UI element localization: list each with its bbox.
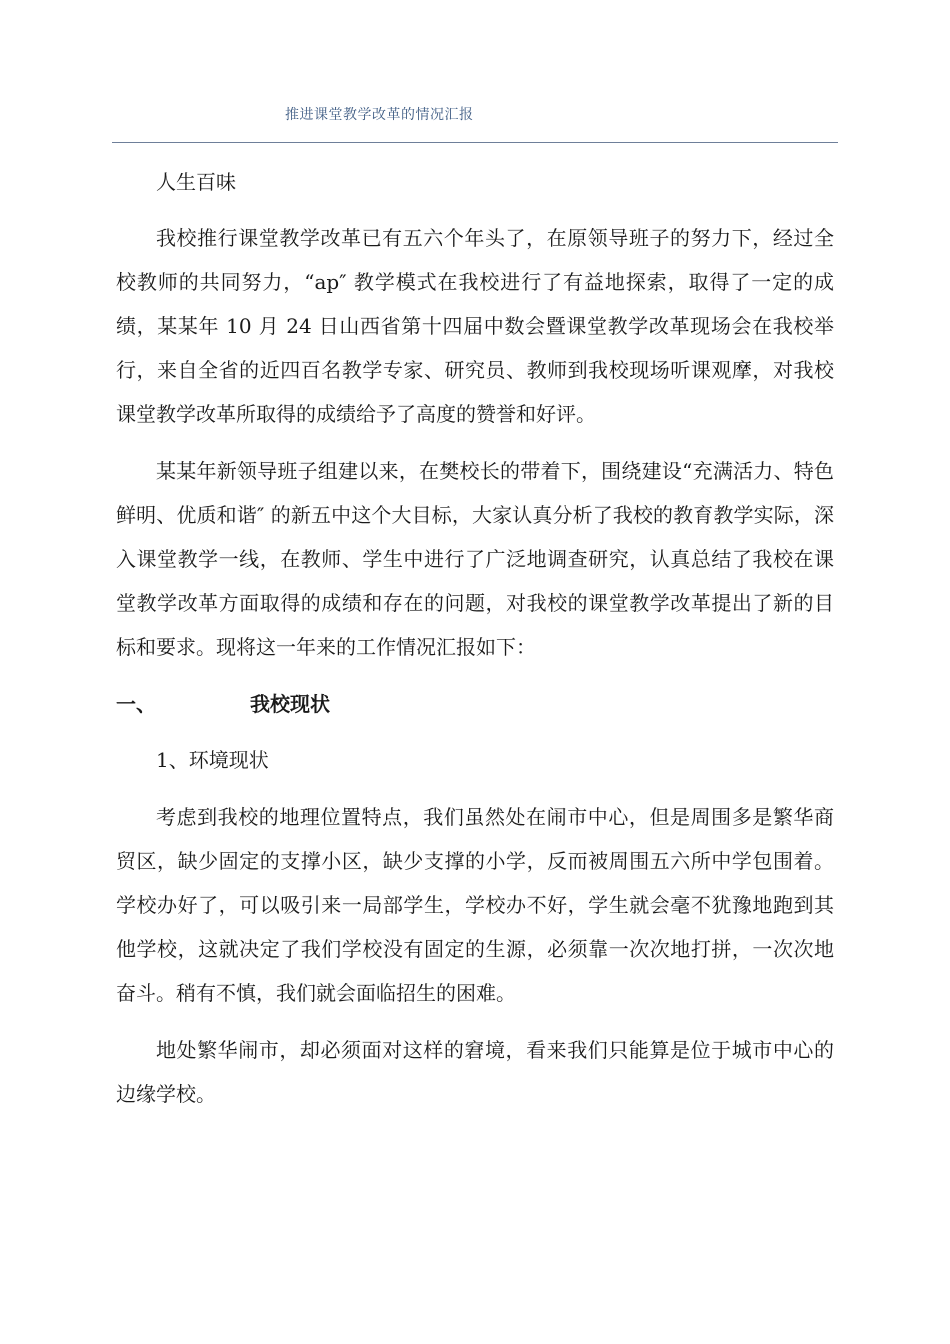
intro-paragraph-2: 某某年新领导班子组建以来，在樊校长的带着下，围绕建设“充满活力、特色鲜明、优质和谐″ 的新五中这个大目标，大家认真分析了我校的教育教学实际，深入课堂教学一线，在教师、学生中进行了广泛地调查研究，认真总结了我校在课堂教学改革方面取得的成绩和存在的问题，对我校的课堂教学改革提出了新的目标和要求。现将这一年来的工作情况汇报如下： [116, 459, 834, 659]
page-header-title: 推进课堂教学改革的情况汇报 [285, 107, 474, 123]
header-divider [112, 142, 838, 143]
document-subtitle: 人生百味 [156, 170, 236, 194]
section-paragraph-1: 考虑到我校的地理位置特点，我们虽然处在闹市中心，但是周围多是繁华商贸区，缺少固定的支撑小区，缺少支撑的小学，反而被周围五六所中学包围着。学校办好了，可以吸引来一局部学生，学校办不好，学生就会毫不犹豫地跑到其他学校，这就决定了我们学校没有固定的生源，必须靠一次次地打拼，一次次地奋斗。稍有不慎，我们就会面临招生的困难。 [116, 805, 834, 1005]
subsection-heading: 1、环境现状 [156, 748, 269, 772]
document-body [116, 160, 834, 1116]
section-paragraph-2: 地处繁华闹市，却必须面对这样的窘境，看来我们只能算是位于城市中心的边缘学校。 [116, 1038, 834, 1106]
section-title: 我校现状 [250, 692, 330, 716]
section-number: 一、 [116, 692, 156, 716]
intro-paragraph-1: 我校推行课堂教学改革已有五六个年头了，在原领导班子的努力下，经过全校教师的共同努力，“ap″ 教学模式在我校进行了有益地探索，取得了一定的成绩，某某年 10 月 24 日山西省第十四届中数会暨课堂教学改革现场会在我校举行，来自全省的近四百名教学专家、研究员、教师到我校现场听课观摩，对我校课堂教学改革所取得的成绩给予了高度的赞誉和好评。 [116, 226, 834, 426]
section-heading [116, 682, 834, 726]
